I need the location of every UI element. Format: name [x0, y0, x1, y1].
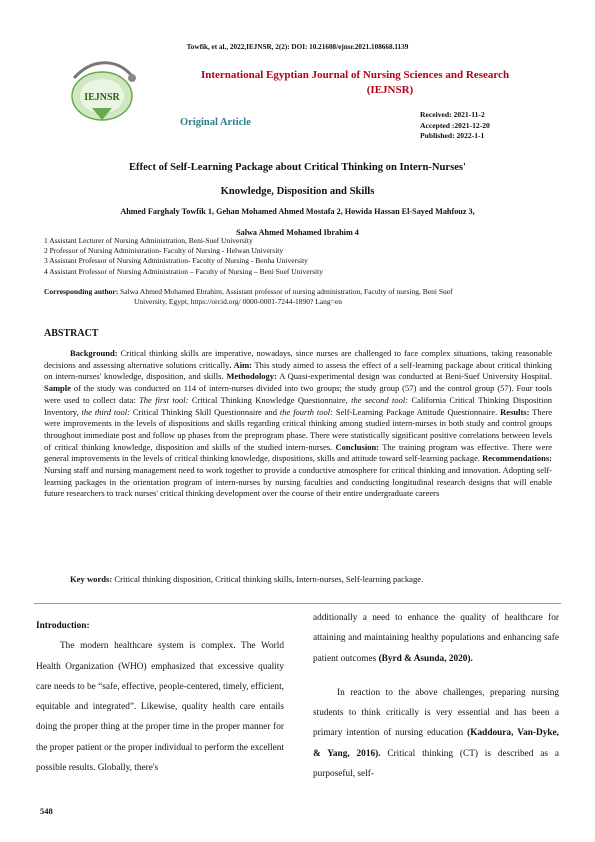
citation-byrd: (Byrd & Asunda, 2020).	[378, 653, 473, 664]
methodology-label: Methodology:	[226, 371, 277, 382]
paragraph-gap	[313, 669, 559, 683]
article-type: Original Article	[180, 117, 251, 128]
authors-line1: Ahmed Farghaly Towfik 1, Gehan Mohamed Ahmed Mostafa 2, Howida Hassan El-Sayed Mahfouz 3,	[120, 207, 475, 216]
affiliation-1: 1 Assistant Lecturer of Nursing Administration, Beni-Suef University	[44, 236, 253, 245]
running-head: Towfik, et al., 2022,IEJNSR, 2(2): DOI: 10.21608/ejnsr.2021.108668.1139	[186, 43, 409, 51]
page-number: 548	[40, 806, 53, 816]
recommendations-text: Nursing staff and nursing management need to work together to provide a conductive atmosphere for critical thinking and innovation. Adopting self-learning packages in the orientation program of intern-nurses by nursing faculties and conducting longitudinal research designs that will enable future researchers to track nurses' critical thinking development over the course of their entire undergraduate careers	[44, 465, 552, 499]
affiliation-2: 2 Professor of Nursing Administration- Faculty of Nursing - Helwan University	[44, 246, 284, 256]
conclusion-label: Conclusion:	[335, 441, 380, 452]
logo-text: IEJNSR	[84, 92, 120, 103]
affiliation-4: 4 Assistant Professor of Nursing Administration – Faculty of Nursing – Beni Suef University	[44, 266, 323, 276]
introduction-heading: Introduction:	[36, 621, 90, 631]
published-date: Published: 2022-1-1	[420, 131, 485, 140]
affiliations	[44, 236, 323, 277]
intro-paragraph-continued	[313, 608, 559, 669]
background-label: Background:	[70, 348, 118, 358]
paragraph-2-tail: Critical thinking (CT) is described as a purposeful, self-	[313, 748, 559, 780]
corresponding-label: Corresponding author:	[44, 287, 119, 296]
intro-paragraph-2	[313, 683, 559, 784]
tool2-text: California Critical Thinking Disposition Inventory,	[44, 394, 552, 417]
paragraph-2-text: In reaction to the above challenges, preparing nursing students to think critically is very essential and has been a primary intention of nursing education	[313, 687, 559, 739]
tool3-text: Critical Thinking Skill Questionnaire and	[129, 406, 280, 417]
received-date: Received: 2021-11-2	[420, 110, 485, 119]
conclusion-text: The training program was effective. There were general improvements in the levels of critical thinking knowledge, dispositions, skills and attitude toward self-learning package.	[44, 441, 552, 464]
aim-text: This study aimed to assess the effect of a self-learning package about critical thinking on intern-nurses' knowledge, disposition, and skills.	[44, 359, 552, 382]
citation-kaddoura: (Kaddoura, Van-Dyke, & Yang, 2016).	[313, 728, 559, 759]
aim-label: . Aim:	[229, 359, 252, 370]
sample-label: Sample	[44, 383, 71, 394]
recommendations-label: Recommendations:	[482, 453, 552, 464]
journal-title-line2: (IEJNSR)	[366, 84, 414, 96]
continued-text: additionally a need to enhance the quality of healthcare for attaining and maintaining healthy populations and enhancing safe patient outcomes	[313, 613, 559, 664]
affiliation-3: 3 Assistant Professor of Nursing Administration- Faculty of Nursing - Benha University	[44, 256, 308, 266]
keywords-text: Critical thinking disposition, Critical thinking skills, Intern-nurses, Self-learning package.	[112, 574, 424, 584]
corresponding-line2: University, Egypt, https://orcid.org/ 0000-0001-7244-1890? Lang=en	[134, 297, 342, 306]
methodology-text: A Quasi-experimental design was conducted at Beni-Suef University Hospital.	[276, 371, 552, 382]
tool1-text: Critical Thinking Knowledge Questionnaire,	[188, 394, 352, 405]
keywords	[70, 574, 560, 584]
left-column	[36, 616, 284, 778]
journal-logo	[62, 56, 142, 126]
paper-title	[40, 156, 555, 204]
corresponding-line1: Salwa Ahmed Mohamed Ebrahim, Assistant professor of nursing administration, Faculty of nursing, Beni Suef	[118, 287, 453, 296]
sample-text: of the study was conducted on 114 of intern-nurses divided into two groups; the study group (57) and the control group (57). Four tools were used to collect data:	[44, 383, 552, 405]
journal-title-line1: International Egyptian Journal of Nursing Sciences and Research	[200, 69, 510, 81]
keywords-label: Key words:	[70, 574, 113, 584]
tool2-label: the second tool:	[351, 394, 409, 405]
title-line2: Knowledge, Disposition and Skills	[220, 186, 375, 197]
results-label: Results:	[500, 406, 530, 417]
tool1-label: The first tool:	[139, 394, 189, 405]
intro-paragraph-1: The modern healthcare system is complex. The World Health Organization (WHO) emphasized that excessive quality care needs to be “safe, effective, people-centered, timely, efficient, equitable and integrated”. Likewise, quality health care entails doing the proper thing at the proper time in the proper manner for the proper patient or the proper individual to perform the excellent possible results. Globally, there's	[36, 641, 284, 774]
accepted-date: Accepted :2021-12-20	[420, 120, 490, 130]
corresponding-author	[44, 287, 552, 307]
title-line1: Effect of Self-Learning Package about Critical Thinking on Intern-Nurses'	[128, 162, 467, 173]
section-divider	[34, 603, 561, 604]
authors-line2: Salwa Ahmed Mohamed Ibrahim 4	[236, 228, 359, 237]
abstract-heading: ABSTRACT	[44, 328, 99, 339]
tool4-label: the fourth tool:	[279, 406, 333, 417]
abstract-body	[44, 348, 552, 500]
right-column	[313, 608, 559, 784]
tool4-text: Self-Learning Package Attitude Questionnaire.	[332, 406, 501, 417]
journal-title	[165, 68, 545, 98]
background-text: Critical thinking skills are imperative, nowadays, since nurses are challenged to face complex situations, taking reasonable decisions and assessing alternative solutions critically	[44, 348, 552, 370]
article-dates	[420, 110, 490, 142]
tool3-label: the third tool:	[81, 406, 130, 417]
results-text: There were improvements in the levels of dispositions and skills regarding critical thinking among studied intern-nurses in both study and control groups throughout immediate post and follow up phases from the preprogram phase. There were statistically significant positive correlations between levels of critical thinking knowledge, disposition and skills of the studied intern-nurses.	[44, 406, 553, 452]
